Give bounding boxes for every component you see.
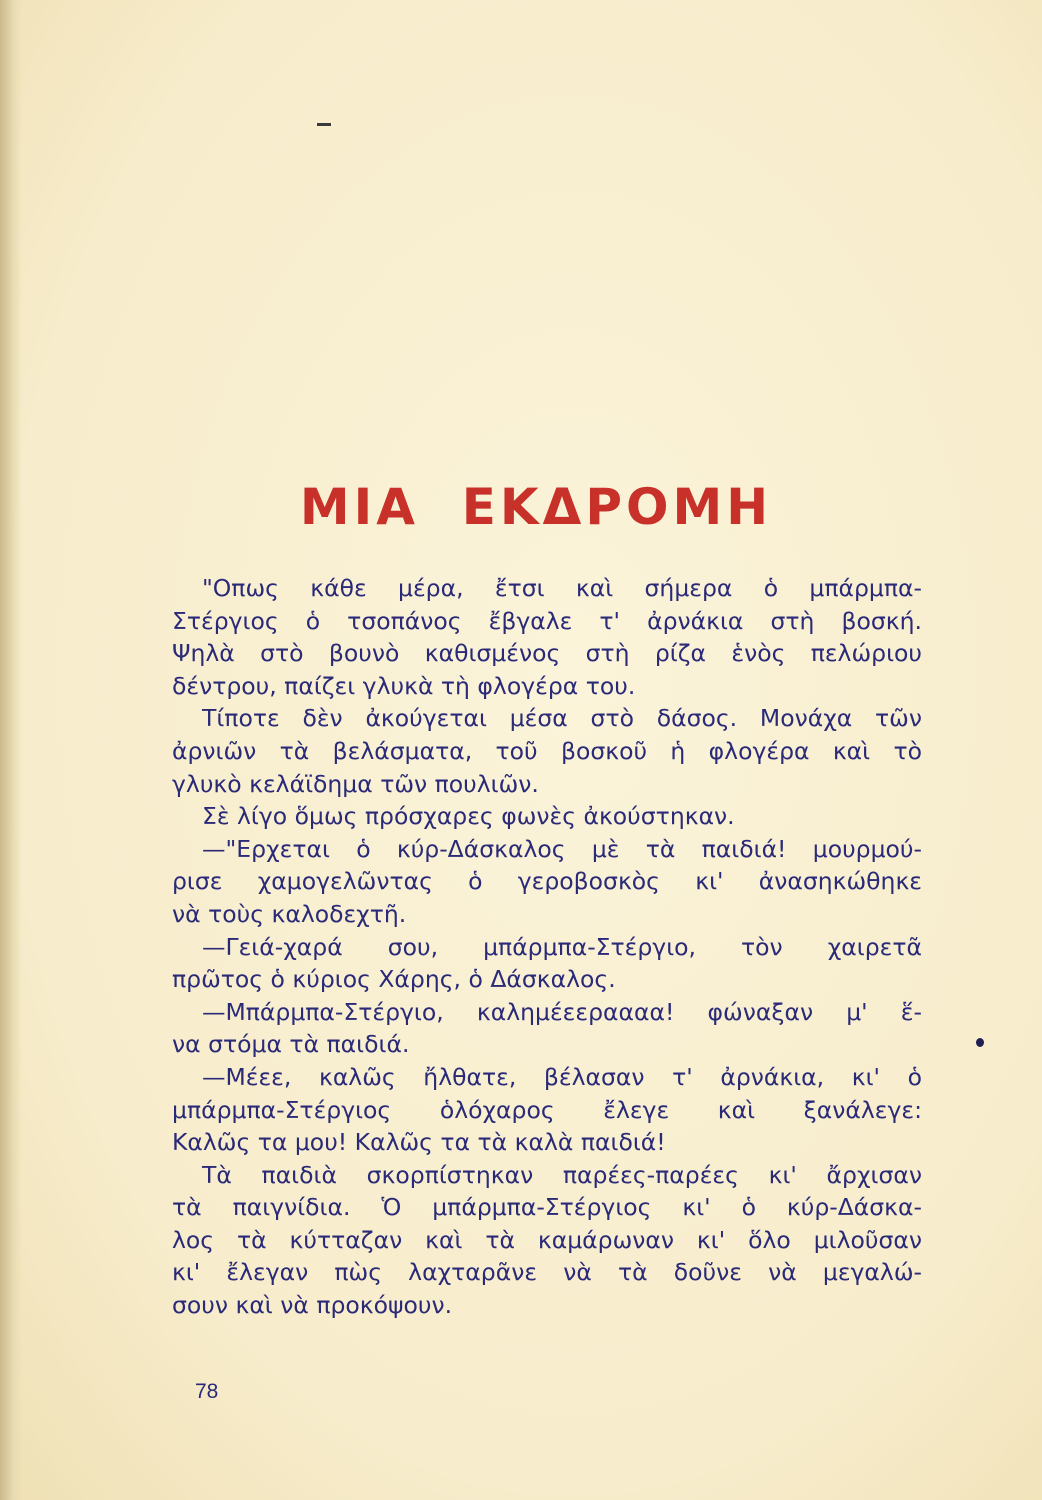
text-line: νὰ τοὺς καλοδεχτῆ. — [172, 899, 407, 928]
text-line: Σὲ λίγο ὅμως πρόσχαρες φωνὲς ἀκούστηκαν. — [202, 802, 735, 831]
paragraph — [172, 996, 922, 1061]
paragraph — [172, 833, 922, 931]
text-line: Στέργιος ὁ τσοπάνος ἔβγαλε τ' ἀρνάκια στὴ βοσκή. — [172, 606, 922, 635]
text-line: —"Ερχεται ὁ κύρ-Δάσκαλος μὲ τὰ παιδιά! μουρμού- — [202, 834, 922, 863]
paragraph — [172, 1061, 922, 1159]
story-text — [172, 572, 922, 1322]
text-line: λος τὰ κύτταζαν καὶ τὰ καμάρωναν κι' ὅλο μιλοῦσαν — [172, 1225, 922, 1254]
text-line: πρῶτος ὁ κύριος Χάρης, ὁ Δάσκαλος. — [172, 965, 616, 994]
text-line: Τίποτε δὲν ἀκούγεται μέσα στὸ δάσος. Μονάχα τῶν — [202, 704, 922, 733]
page-title: ΜΙΑ ΕΚΔΡΟΜΗ — [299, 478, 773, 536]
page-number: 78 — [195, 1380, 219, 1403]
text-line: μπάρμπα-Στέργιος ὁλόχαρος ἔλεγε καὶ ξανάλεγε: — [172, 1095, 922, 1124]
text-line: —Μπάρμπα-Στέργιο, καλημέεεραααα! φώναξαν μ' ἕ- — [202, 997, 922, 1026]
page-spine-shadow — [0, 0, 22, 1500]
ink-spot — [976, 1038, 984, 1047]
text-line: να στόμα τὰ παιδιά. — [172, 1030, 410, 1059]
text-line: —Μέεε, καλῶς ἤλθατε, βέλασαν τ' ἀρνάκια, κι' ὁ — [202, 1062, 922, 1091]
text-line: Καλῶς τα μου! Καλῶς τα τὰ καλὰ παιδιά! — [172, 1128, 666, 1157]
text-line: τὰ παιγνίδια. Ὁ μπάρμπα-Στέργιος κι' ὁ κύρ-Δάσκα- — [172, 1193, 922, 1222]
text-line: κι' ἔλεγαν πὼς λαχταρᾶνε νὰ τὰ δοῦνε νὰ μεγαλώ- — [172, 1258, 922, 1287]
paragraph — [172, 931, 922, 996]
text-line: δέντρου, παίζει γλυκὰ τὴ φλογέρα του. — [172, 671, 636, 700]
text-line: —Γειά-χαρά σου, μπάρμπα-Στέργιο, τὸν χαιρετᾶ — [202, 932, 922, 961]
paragraph — [172, 800, 922, 833]
text-line: ἀρνιῶν τὰ βελάσματα, τοῦ βοσκοῦ ἡ φλογέρα καὶ τὸ — [172, 736, 922, 765]
text-line: σουν καὶ νὰ προκόψουν. — [172, 1291, 453, 1320]
text-line: "Οπως κάθε μέρα, ἔτσι καὶ σήμερα ὁ μπάρμπα- — [202, 574, 922, 602]
text-line: ρισε χαμογελῶντας ὁ γεροβοσκὸς κι' ἀνασηκώθηκε — [172, 867, 922, 896]
text-line: Τὰ παιδιὰ σκορπίστηκαν παρέες-παρέες κι' ἄρχισαν — [202, 1160, 922, 1189]
text-line: γλυκὸ κελάϊδημα τῶν πουλιῶν. — [172, 769, 539, 798]
dash-mark — [317, 123, 331, 126]
paragraph — [172, 572, 922, 702]
paragraph — [172, 1159, 922, 1322]
text-line: Ψηλὰ στὸ βουνὸ καθισμένος στὴ ρίζα ἑνὸς πελώριου — [172, 639, 922, 668]
paragraph — [172, 702, 922, 800]
